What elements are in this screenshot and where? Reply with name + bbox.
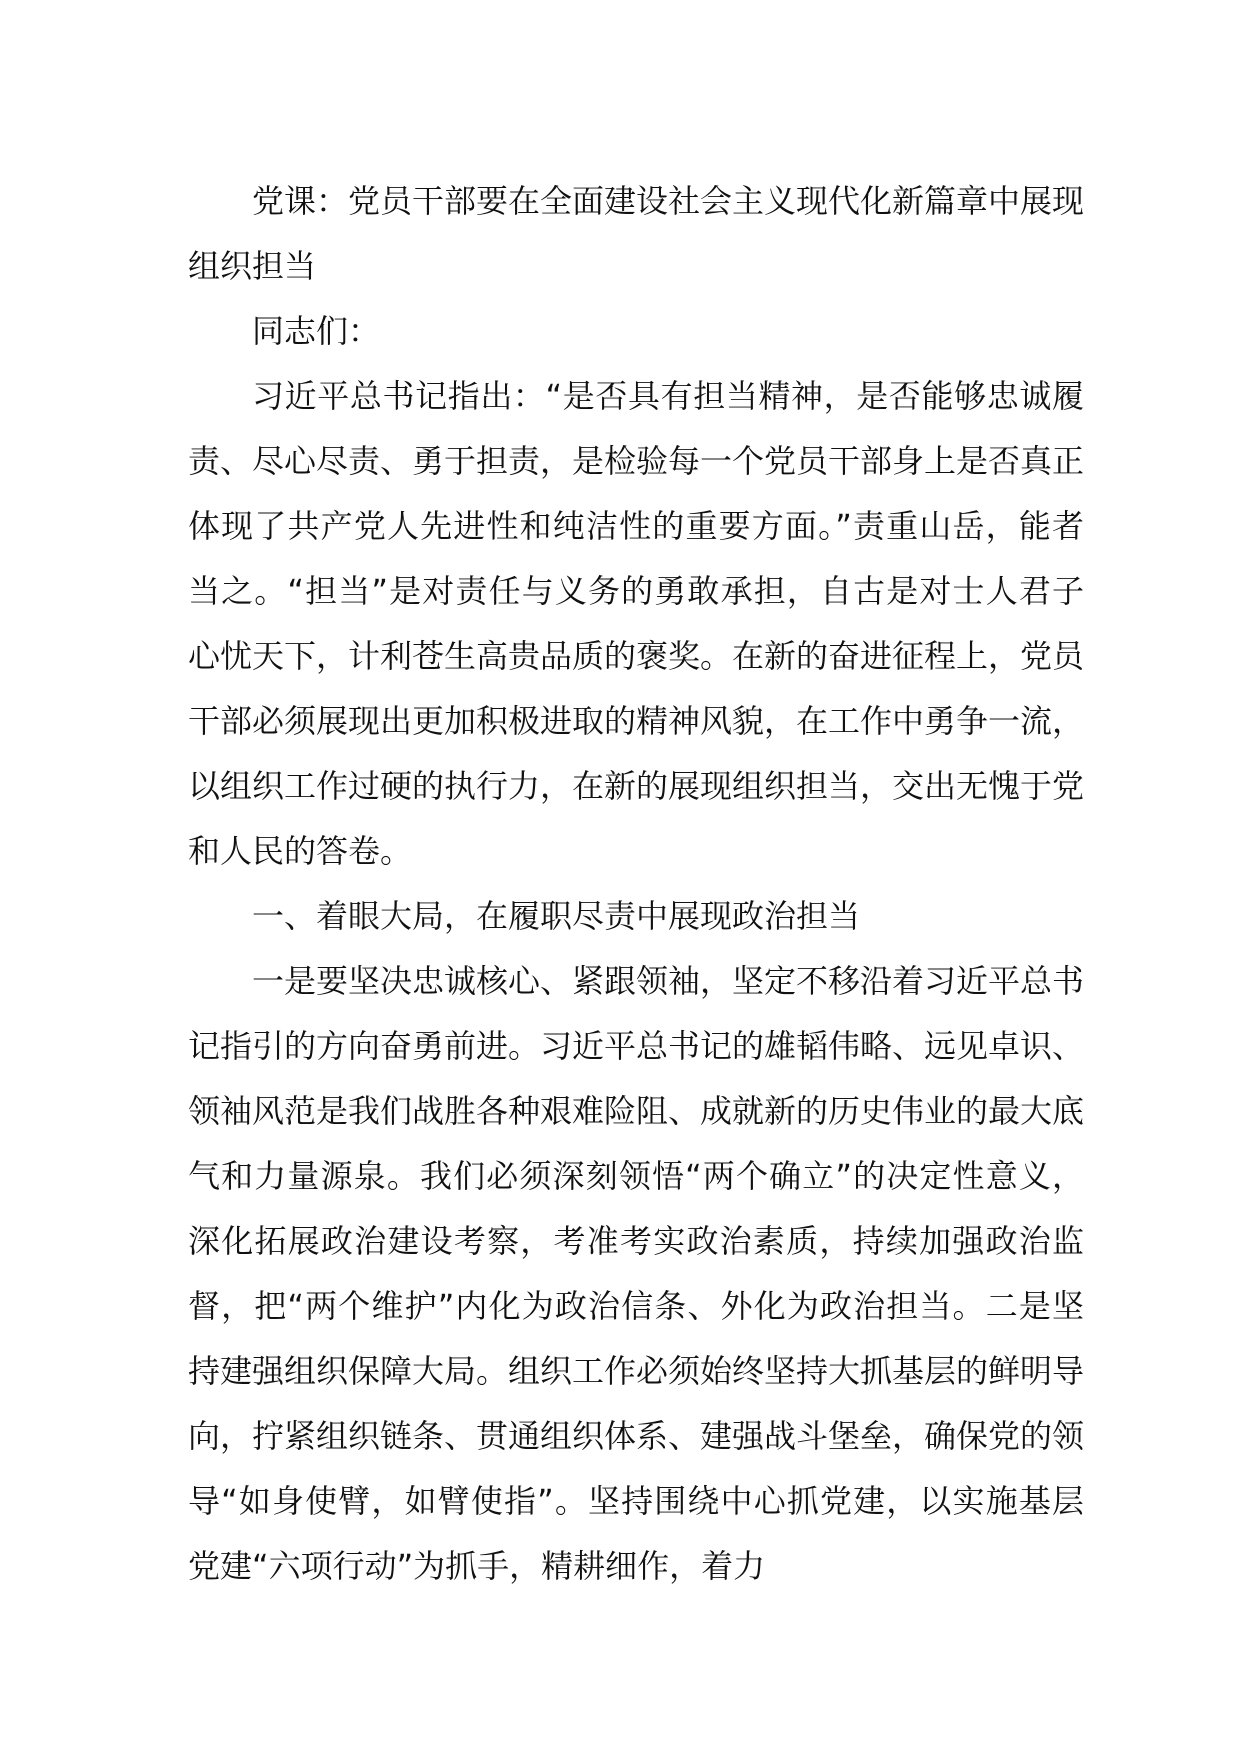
salutation: 同志们： <box>252 312 381 350</box>
document-page <box>188 169 1084 1599</box>
body-paragraph-2: 一是要坚决忠诚核心、紧跟领袖，坚定不移沿着习近平总书记指引的方向奋勇前进。习近平总书记的雄韬伟略、远见卓识、领袖风范是我们战胜各种艰难险阻、成就新的历史伟业的最大底气和力量源泉。我们必须深刻领悟“两个确立”的决定性意义，深化拓展政治建设考察，考准考实政治素质，持续加强政治监督，把“两个维护”内化为政治信条、外化为政治担当。二是坚持建强组织保障大局。组织工作必须始终坚持大抓基层的鲜明导向，拧紧组织链条、贯通组织体系、建强战斗堡垒，确保党的领导“如身使臂，如臂使指”。坚持围绕中心抓党建，以实施基层党建“六项行动”为抓手，精耕细作，着力 <box>188 962 1085 1585</box>
section-heading-1: 一、着眼大局，在履职尽责中展现政治担当 <box>252 897 861 935</box>
body-paragraph-1: 习近平总书记指出：“是否具有担当精神，是否能够忠诚履责、尽心尽责、勇于担责，是检验每一个党员干部身上是否真正体现了共产党人先进性和纯洁性的重要方面。”责重山岳，能者当之。“担当”是对责任与义务的勇敢承担，自古是对士人君子心忧天下，计利苍生高贵品质的褒奖。在新的奋进征程上，党员干部必须展现出更加积极进取的精神风貌，在工作中勇争一流，以组织工作过硬的执行力，在新的展现组织担当，交出无愧于党和人民的答卷。 <box>188 377 1085 870</box>
document-title: 党课：党员干部要在全面建设社会主义现代化新篇章中展现组织担当 <box>188 182 1085 285</box>
